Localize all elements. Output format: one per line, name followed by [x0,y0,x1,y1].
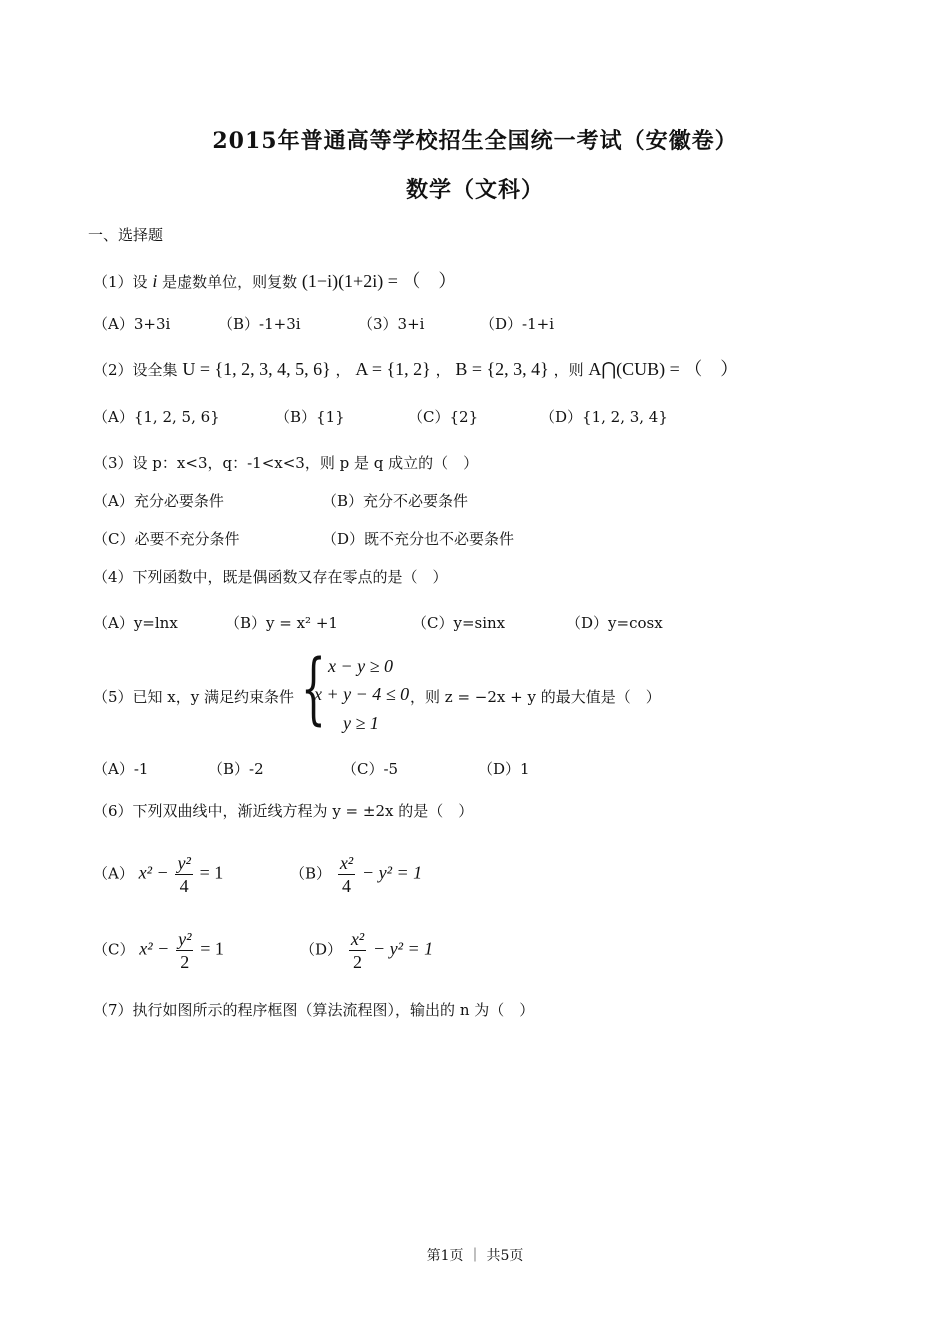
q1-option-c: （3）3+i [358,315,425,333]
q2-option-d: （D）{1, 2, 3, 4} [540,408,668,426]
q5-stem-b: ，则 z = −2x + y 的最大值是（ ） [410,688,661,706]
q6-c-denominator: 2 [180,952,190,972]
q6-a-pre: x² − [138,862,169,883]
q2-option-b: （B）{1} [275,408,345,426]
q5-option-c: （C）-5 [342,760,399,778]
q2-set-b: B = {2, 3, 4} [455,359,549,379]
q3-option-c: （C）必要不充分条件 [93,530,240,548]
q6-d-fraction [349,928,366,973]
q5-system-brace: { [301,644,326,734]
q6-option-d [300,928,433,973]
q2-option-c: （C）{2} [408,408,479,426]
page-footer: 第1页 ｜ 共5页 [426,1248,524,1264]
q3-option-d: （D）既不充分也不必要条件 [322,530,515,548]
question-2 [93,355,738,381]
q5-option-a: （A）-1 [93,760,149,778]
q6-d-denominator: 2 [353,952,362,972]
q6-b-numerator: x² [339,853,354,873]
q2-universal-set: U = {1, 2, 3, 4, 5, 6} [182,359,331,379]
q6-option-c [93,928,224,973]
section-heading: 一、选择题 [88,226,164,244]
page-title: 2015年普通高等学校招生全国统一考试（安徽卷） [212,128,738,154]
q2-option-a: （A）{1, 2, 5, 6} [93,408,220,426]
q6-a-fraction [175,852,192,897]
q5-constraint-3: y ≥ 1 [343,713,379,733]
q1-var-i: i [152,271,158,291]
q6-d-numerator: x² [350,929,365,949]
question-7: （7）执行如图所示的程序框图（算法流程图），输出的 n 为（ ） [93,1001,535,1019]
q6-d-post: − y² = 1 [372,938,434,959]
q6-d-label: （D） [300,940,343,959]
q6-a-label: （A） [93,864,134,883]
q2-set-a: A = {1, 2} [355,359,431,379]
q1-stem-b: 是虚数单位，则复数 [162,273,298,291]
q4-option-d: （D）y=cosx [566,614,663,632]
q5-stem-a: （5）已知 x，y 满足约束条件 [93,688,295,706]
q4-option-c: （C）y=sinx [412,614,506,632]
q6-b-fraction [338,852,355,897]
q6-a-denominator: 4 [179,876,189,896]
q2-stem-a: （2）设全集 [93,361,178,379]
q1-stem-a: （1）设 [93,273,148,291]
q1-option-a: （A）3+3i [93,315,171,333]
q4-option-a: （A）y=lnx [93,614,178,632]
q3-option-b: （B）充分不必要条件 [322,492,469,510]
q2-stem-b: ，则 [553,361,584,379]
q6-c-label: （C） [93,940,135,959]
question-1 [93,267,456,293]
q2-sep-2: ， [435,361,451,379]
q3-option-a: （A）充分必要条件 [93,492,224,510]
q6-b-post: − y² = 1 [361,862,423,883]
q6-b-denominator: 4 [342,876,351,896]
q6-a-numerator: y² [177,853,191,873]
q1-option-b: （B）-1+3i [218,315,301,333]
q5-constraint-1: x − y ≥ 0 [328,656,394,676]
q6-c-pre: x² − [139,938,170,959]
q6-option-b [290,852,422,897]
q5-option-d: （D）1 [478,760,530,778]
q5-constraint-2: x + y − 4 ≤ 0 [314,684,410,704]
q6-option-a [93,852,223,897]
q1-option-d: （D）-1+i [480,315,555,333]
question-4: （4）下列函数中，既是偶函数又存在零点的是（ ） [93,568,448,586]
page-subtitle: 数学（文科） [405,177,544,203]
q6-c-numerator: y² [178,929,192,949]
q6-c-post: = 1 [200,938,224,959]
question-3: （3）设 p：x<3，q：-1<x<3，则 p 是 q 成立的（ ） [93,454,479,472]
q5-option-b: （B）-2 [208,760,264,778]
q1-expression: (1−i)(1+2i) = （ ） [301,271,457,291]
q6-b-label: （B） [290,864,332,883]
question-6: （6）下列双曲线中，渐近线方程为 y = ±2x 的是（ ） [93,802,474,820]
q2-sep-1: ， [335,361,351,379]
q6-c-fraction [176,928,193,973]
q6-a-post: = 1 [199,862,224,883]
q2-expression: A⋂(CUB) = （ ） [588,359,739,379]
q4-option-b: （B）y = x² +1 [225,614,338,632]
